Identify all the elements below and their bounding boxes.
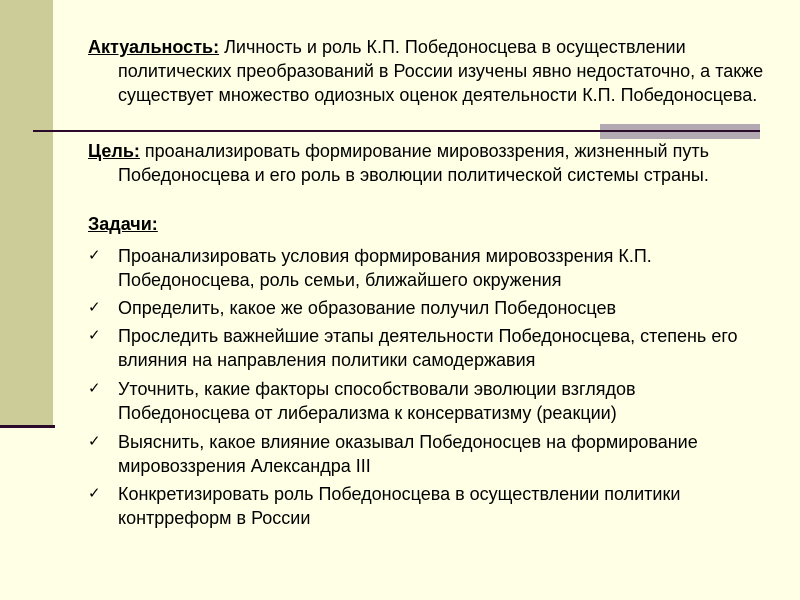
- task-text: Проанализировать условия формирования мировоззрения К.П. Победоносцева, роль семьи, ближайшего окружения: [118, 246, 652, 290]
- task-item: [88, 377, 768, 425]
- task-text: Определить, какое же образование получил Победоносцев: [118, 298, 617, 318]
- task-item: [88, 430, 768, 478]
- checkmark-icon: ✓: [88, 327, 101, 344]
- task-text: Выяснить, какое влияние оказывал Победоносцев на формирование мировоззрения Александра III: [118, 432, 698, 476]
- checkmark-icon: ✓: [88, 299, 101, 316]
- relevance-text: Личность и роль К.П. Победоносцева в осуществлении политических преобразований в России изучены явно недостаточно, а также существует множество одиозных оценок деятельности К.П. Победоносцева.: [118, 37, 764, 105]
- decorative-sidebar: [0, 0, 53, 425]
- checkmark-icon: ✓: [88, 433, 101, 450]
- tasks-heading: [88, 212, 798, 236]
- tasks-label: Задачи:: [88, 214, 158, 234]
- horizontal-divider: [33, 130, 760, 132]
- relevance-paragraph: [88, 35, 778, 107]
- task-item: [88, 296, 768, 320]
- goal-label: Цель:: [88, 141, 140, 161]
- goal-text: проанализировать формирование мировоззрения, жизненный путь Победоносцева и его роль в эволюции политической системы страны.: [118, 141, 709, 185]
- sidebar-divider: [0, 425, 55, 428]
- task-text: Конкретизировать роль Победоносцева в осуществлении политики контрреформ в России: [118, 484, 681, 528]
- goal-paragraph: [88, 139, 768, 187]
- relevance-label: Актуальность:: [88, 37, 220, 57]
- checkmark-icon: ✓: [88, 380, 101, 397]
- task-item: [88, 244, 768, 292]
- checkmark-icon: ✓: [88, 247, 101, 264]
- task-text: Уточнить, какие факторы способствовали эволюции взглядов Победоносцева от либерализма к консерватизму (реакции): [118, 379, 636, 423]
- checkmark-icon: ✓: [88, 485, 101, 502]
- task-text: Проследить важнейшие этапы деятельности Победоносцева, степень его влияния на направления политики самодержавия: [118, 326, 738, 370]
- task-item: [88, 324, 768, 372]
- task-item: [88, 482, 768, 530]
